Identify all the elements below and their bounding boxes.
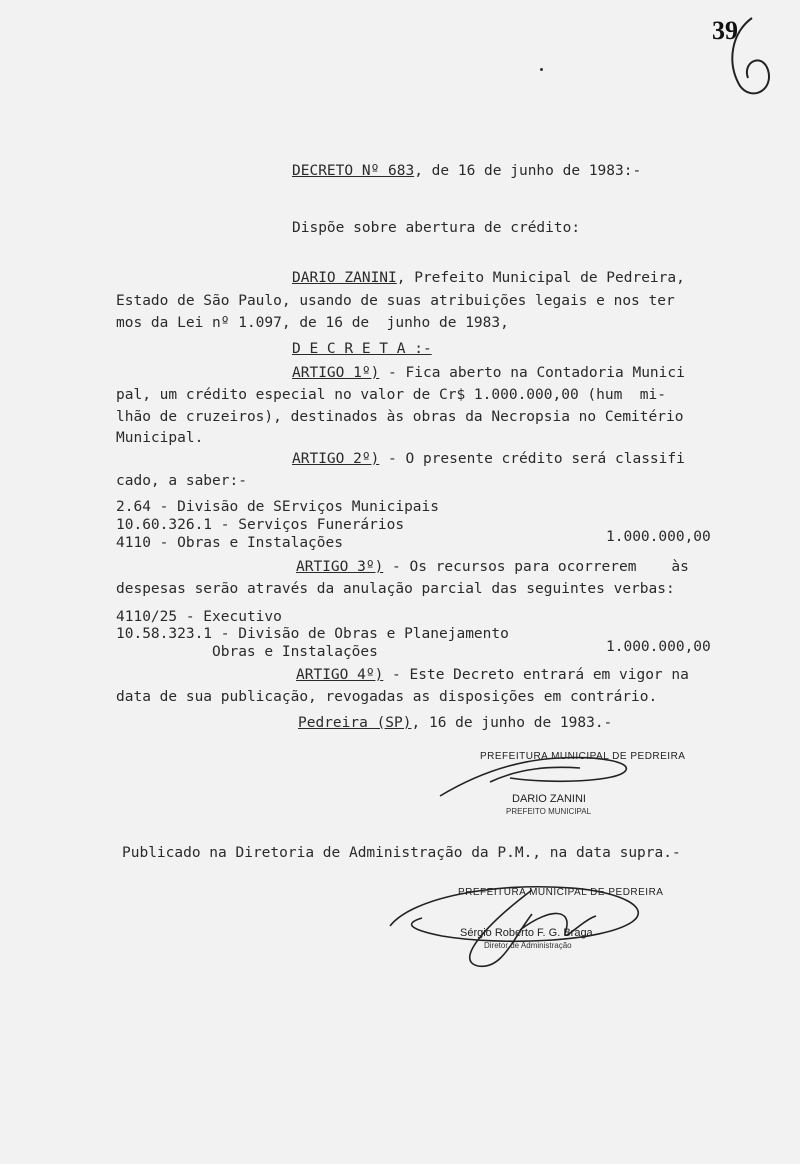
page-number-handwritten-mark — [712, 12, 784, 100]
artigo3-item-2: 10.58.323.1 - Divisão de Obras e Planejamento — [116, 626, 509, 642]
mayor-stamp-role: PREFEITO MUNICIPAL — [506, 807, 592, 816]
mayor-name: DARIO ZANINI — [292, 270, 397, 286]
artigo1-line-2: pal, um crédito especial no valor de Cr$ 1.000.000,00 (hum mi- — [116, 387, 666, 403]
artigo4-line-2: data de sua publicação, revogadas as disposições em contrário. — [116, 689, 658, 705]
artigo2-item-3: 4110 - Obras e Instalações — [116, 535, 343, 551]
preamble-line-1: DARIO ZANINI, Prefeito Municipal de Pedreira, — [292, 270, 685, 286]
artigo3-line-1: ARTIGO 3º) - Os recursos para ocorrerem às — [296, 559, 689, 575]
artigo3-item-1: 4110/25 - Executivo — [116, 609, 282, 625]
closing-line: Pedreira (SP), 16 de junho de 1983.- — [298, 715, 613, 731]
artigo1-line-3: lhão de cruzeiros), destinados às obras da Necropsia no Cemitério — [116, 409, 684, 425]
preamble-line-2: Estado de São Paulo, usando de suas atribuições legais e nos ter — [116, 293, 675, 309]
speck — [540, 68, 543, 71]
artigo3-amount: 1.000.000,00 — [606, 639, 711, 655]
preamble-line-3: mos da Lei nº 1.097, de 16 de junho de 1983, — [116, 315, 509, 331]
mayor-stamp-header: PREFEITURA MUNICIPAL DE PEDREIRA — [480, 751, 686, 762]
artigo1-line-1: ARTIGO 1º) - Fica aberto na Contadoria Munici — [292, 365, 685, 381]
artigo4-line-1: ARTIGO 4º) - Este Decreto entrará em vigor na — [296, 667, 689, 683]
page-number: 39 — [712, 16, 738, 45]
artigo1-line-4: Municipal. — [116, 430, 204, 446]
artigo2-line-2: cado, a saber:- — [116, 473, 247, 489]
director-stamp-name: Sérgio Roberto F. G. Braga — [460, 927, 593, 939]
decree-header — [292, 164, 641, 179]
artigo3-label: ARTIGO 3º) — [296, 559, 384, 575]
artigo2-label: ARTIGO 2º) — [292, 451, 380, 467]
artigo4-label: ARTIGO 4º) — [296, 667, 384, 683]
decreta-heading: D E C R E T A :- — [292, 341, 432, 357]
artigo3-item-3: Obras e Instalações — [212, 644, 378, 660]
artigo1-label: ARTIGO 1º) — [292, 365, 380, 381]
artigo2-item-2: 10.60.326.1 - Serviços Funerários — [116, 517, 405, 533]
artigo2-item-1: 2.64 - Divisão de SErviços Municipais — [116, 499, 440, 515]
director-signature — [382, 870, 662, 975]
decree-date: , de 16 de junho de 1983:- — [414, 163, 642, 179]
artigo3-line-2: despesas serão através da anulação parcial das seguintes verbas: — [116, 581, 675, 597]
ementa: Dispõe sobre abertura de crédito: — [292, 220, 581, 236]
director-stamp-header: PREFEITURA MUNICIPAL DE PEDREIRA — [458, 887, 664, 898]
closing-place: Pedreira (SP) — [298, 715, 412, 731]
director-stamp-role: Diretor de Administração — [484, 941, 572, 950]
mayor-stamp-name: DARIO ZANINI — [512, 793, 586, 805]
decree-title: DECRETO Nº 683 — [292, 163, 415, 179]
publication-note: Publicado na Diretoria de Administração da P.M., na data supra.- — [122, 845, 681, 861]
artigo2-line-1: ARTIGO 2º) - O presente crédito será classifi — [292, 451, 685, 467]
artigo2-amount: 1.000.000,00 — [606, 529, 711, 545]
